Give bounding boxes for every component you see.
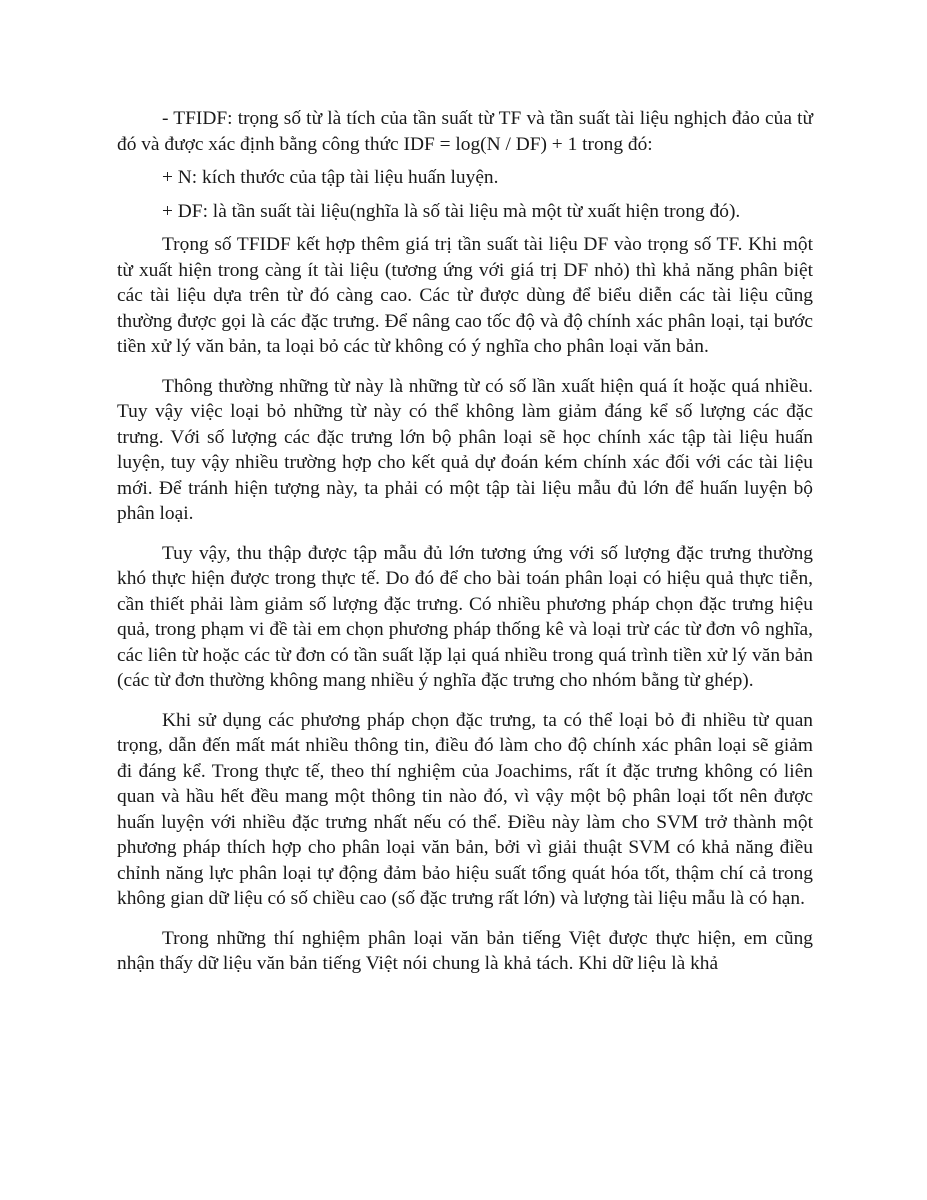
df-definition-item: + DF: là tần suất tài liệu(nghĩa là số tài liệu mà một từ xuất hiện trong đó). — [162, 200, 741, 222]
body-paragraph-feature-reduction: Tuy vậy, thu thập được tập mẫu đủ lớn tương ứng với số lượng đặc trưng thường khó thực hiện được trong thực tế. Do đó để cho bài toán phân loại có hiệu quả thực tiễn, cần thiết phải làm giảm số lượng đặc trưng. Có nhiều phương pháp chọn đặc trưng hiệu quả, trong phạm vi đề tài em chọn phương pháp thống kê và loại trừ các từ đơn vô nghĩa, các liên từ hoặc các từ đơn có tần suất lặp lại quá nhiều trong quá trình tiền xử lý văn bản (các từ đơn thường không mang nhiều ý nghĩa đặc trưng cho nhóm bằng từ ghép). — [117, 542, 813, 691]
body-paragraph-vietnamese-experiments: Trong những thí nghiệm phân loại văn bản tiếng Việt được thực hiện, em cũng nhận thấy dữ liệu văn bản tiếng Việt nói chung là khả tách. Khi dữ liệu là khả — [117, 927, 813, 974]
body-paragraph-svm: Khi sử dụng các phương pháp chọn đặc trưng, ta có thể loại bỏ đi nhiều từ quan trọng, dẫn đến mất mát nhiều thông tin, điều đó làm cho độ chính xác phân loại sẽ giảm đi đáng kể. Trong thực tế, theo thí nghiệm của Joachims, rất ít đặc trưng không có liên quan và hầu hết đều mang một thông tin nào đó, vì vậy một bộ phân loại tốt nên được huấn luyện với nhiều đặc trưng nhất nếu có thể. Điều này làm cho SVM trở thành một phương pháp thích hợp cho phân loại văn bản, bởi vì giải thuật SVM có khả năng điều chỉnh năng lực phân loại tự động đảm bảo hiệu suất tổng quát hóa tốt, thậm chí cả trong không gian dữ liệu có số chiều cao (số đặc trưng rất lớn) và lượng tài liệu mẫu là có hạn. — [117, 709, 813, 909]
body-paragraph-word-frequency: Thông thường những từ này là những từ có số lần xuất hiện quá ít hoặc quá nhiều. Tuy vậy việc loại bỏ những từ này có thể không làm giảm đáng kể số lượng các đặc trưng. Với số lượng các đặc trưng lớn bộ phân loại sẽ học chính xác tập tài liệu huấn luyện, tuy vậy nhiều trường hợp cho kết quả dự đoán kém chính xác đối với các tài liệu mới. Để tránh hiện tượng này, ta phải có một tập tài liệu mẫu đủ lớn để huấn luyện bộ phân loại. — [117, 375, 813, 524]
n-definition-item: + N: kích thước của tập tài liệu huấn luyện. — [162, 167, 499, 188]
document-page — [117, 106, 813, 977]
body-paragraph-tfidf-weight: Trọng số TFIDF kết hợp thêm giá trị tần suất tài liệu DF vào trọng số TF. Khi một từ xuất hiện trong càng ít tài liệu (tương ứng với giá trị DF nhỏ) thì khả năng phân biệt các tài liệu dựa trên từ đó càng cao. Các từ được dùng để biểu diễn các tài liệu cũng thường được gọi là các đặc trưng. Để nâng cao tốc độ và độ chính xác phân loại, tại bước tiền xử lý văn bản, ta loại bỏ các từ không có ý nghĩa cho phân loại văn bản. — [117, 234, 813, 357]
tfidf-definition-paragraph: - TFIDF: trọng số từ là tích của tần suất từ TF và tần suất tài liệu nghịch đảo của từ đó và được xác định bằng công thức IDF = log(N / DF) + 1 trong đó: — [117, 108, 813, 155]
